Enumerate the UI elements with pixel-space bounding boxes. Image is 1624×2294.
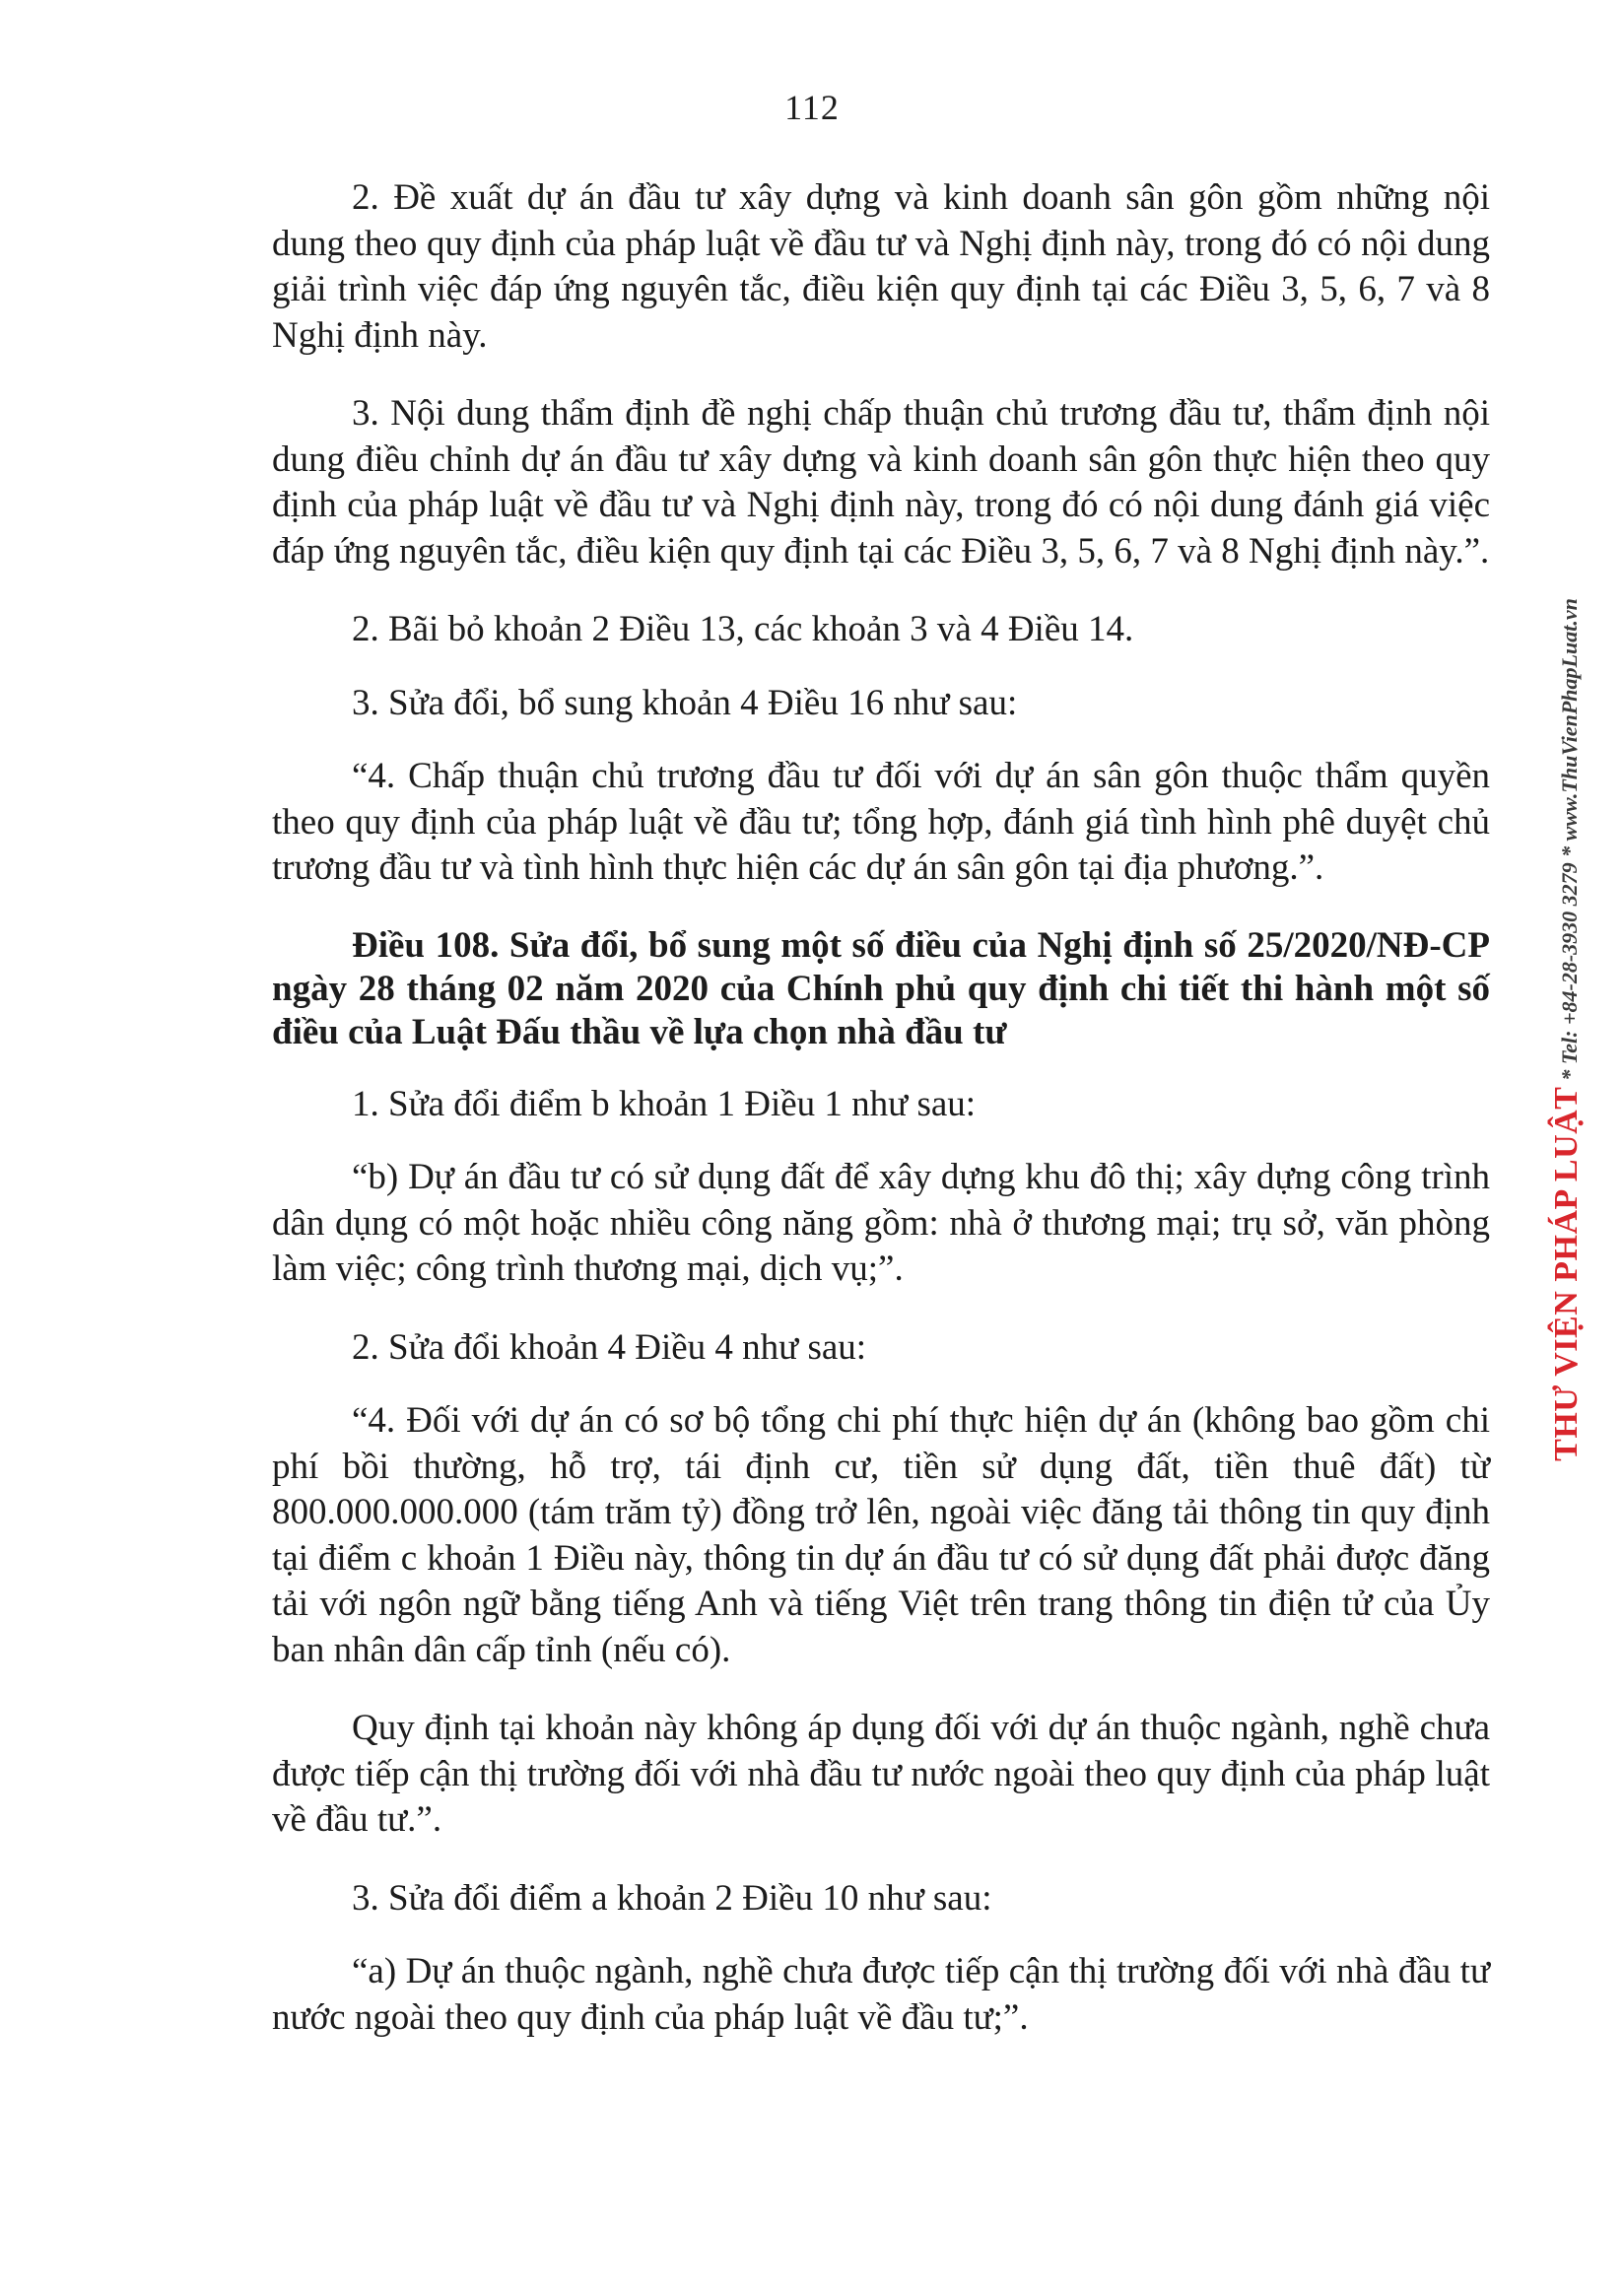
watermark-contact: * Tel: +84-28-3930 3279 * www.ThuVienPhapLuat.vn (1557, 598, 1582, 1081)
paragraph: 2. Sửa đổi khoản 4 Điều 4 như sau: (352, 1326, 867, 1368)
paragraph: “4. Đối với dự án có sơ bộ tổng chi phí thực hiện dự án (không bao gồm chi phí bồi thường, hỗ trợ, tái định cư, tiền sử dụng đất, tiền thuê đất) từ 800.000.000.000 (tám trăm tỷ) đồng trở lên, ngoài việc đăng tải thông tin quy định tại điểm c khoản 1 Điều này, thông tin dự án đầu tư có sử dụng đất phải được đăng tải với ngôn ngữ bằng tiếng Anh và tiếng Việt trên trang thông tin điện tử của Ủy ban nhân dân cấp tỉnh (nếu có). (272, 1400, 1490, 1670)
paragraph: “a) Dự án thuộc ngành, nghề chưa được tiếp cận thị trường đối với nhà đầu tư nước ngoài theo quy định của pháp luật về đầu tư;”. (272, 1951, 1490, 2038)
paragraph: 3. Nội dung thẩm định đề nghị chấp thuận chủ trương đầu tư, thẩm định nội dung điều chỉnh dự án đầu tư xây dựng và kinh doanh sân gôn thực hiện theo quy định của pháp luật về đầu tư và Nghị định này, trong đó có nội dung đánh giá việc đáp ứng nguyên tắc, điều kiện quy định tại các Điều 3, 5, 6, 7 và 8 Nghị định này.”. (272, 393, 1490, 572)
paragraph: “4. Chấp thuận chủ trương đầu tư đối với dự án sân gôn thuộc thẩm quyền theo quy định của pháp luật về đầu tư; tổng hợp, đánh giá tình hình phê duyệt chủ trương đầu tư và tình hình thực hiện các dự án sân gôn tại địa phương.”. (272, 756, 1490, 888)
paragraph: 2. Đề xuất dự án đầu tư xây dựng và kinh doanh sân gôn gồm những nội dung theo quy định của pháp luật về đầu tư và Nghị định này, trong đó có nội dung giải trình việc đáp ứng nguyên tắc, điều kiện quy định tại các Điều 3, 5, 6, 7 và 8 Nghị định này. (272, 177, 1490, 356)
page-number: 112 (784, 88, 840, 127)
paragraph: “b) Dự án đầu tư có sử dụng đất để xây dựng khu đô thị; xây dựng công trình dân dụng có một hoặc nhiều công năng gồm: nhà ở thương mại; trụ sở, văn phòng làm việc; công trình thương mại, dịch vụ;”. (272, 1157, 1490, 1289)
paragraph: 1. Sửa đổi điểm b khoản 1 Điều 1 như sau: (352, 1083, 977, 1124)
document-body (272, 175, 1490, 2073)
watermark-brand: THƯ VIỆN PHÁP LUẬT (1548, 1086, 1585, 1461)
watermark (1548, 598, 1586, 1461)
paragraph: 2. Bãi bỏ khoản 2 Điều 13, các khoản 3 và 4 Điều 14. (352, 609, 1134, 649)
paragraph: 3. Sửa đổi điểm a khoản 2 Điều 10 như sau: (352, 1877, 992, 1919)
paragraph: Quy định tại khoản này không áp dụng đối với dự án thuộc ngành, nghề chưa được tiếp cận thị trường đối với nhà đầu tư nước ngoài theo quy định của pháp luật về đầu tư.”. (272, 1708, 1490, 1840)
article-heading: Điều 108. Sửa đổi, bổ sung một số điều của Nghị định số 25/2020/NĐ-CP ngày 28 tháng 02 năm 2020 của Chính phủ quy định chi tiết thi hành một số điều của Luật Đấu thầu về lựa chọn nhà đầu tư (272, 924, 1490, 1052)
paragraph: 3. Sửa đổi, bổ sung khoản 4 Điều 16 như sau: (352, 682, 1018, 723)
